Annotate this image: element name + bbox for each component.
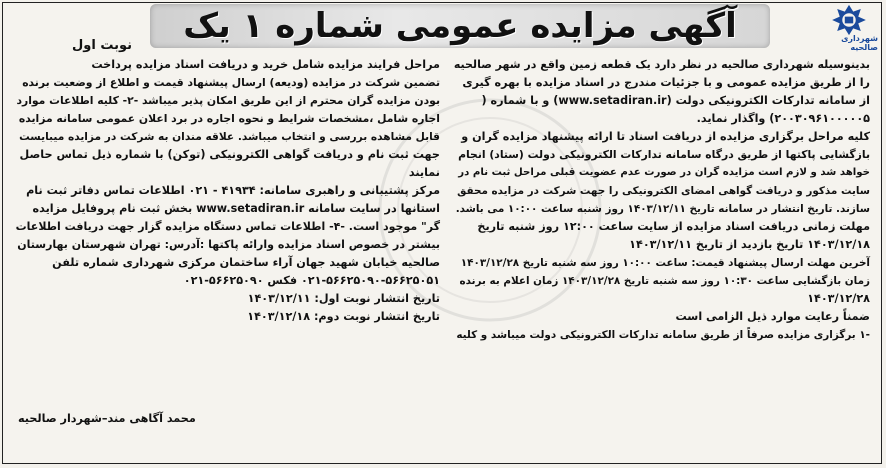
body-line: ۲۰۰۳۰۹۶۱۰۰۰۰۰۵) واگذار نماید. [696, 112, 870, 125]
body-line: تضمین شرکت در مزایده (ودیعه) ارسال پیشنهاد قیمت و اطلاع از وضعیت برنده [22, 76, 440, 89]
body-line: سایت مذکور و دریافت گواهی امضای الکترونیکی را جهت شرکت در مزایده محقق [457, 185, 870, 197]
body-line: بیشتر در خصوص اسناد مزایده وارائه پاکتها :آدرس: تهران شهرستان بهارستان [17, 238, 440, 251]
signature-line: محمد آگاهی مند–شهردار صالحیه [18, 412, 196, 425]
municipality-emblem-icon [827, 4, 871, 36]
body-line: گر" موجود است. -۴- اطلاعات تماس دستگاه مزایده گزار جهت دریافت اطلاعات [15, 220, 440, 233]
body-line: جهت ثبت نام و دریافت گواهی الکترونیکی (توکن) با شماره ذیل تماس حاصل [19, 148, 440, 161]
edition-label: نوبت اول [72, 38, 133, 53]
body-line: صالحیه خیابان شهید جهان آراء ساختمان مرکزی شهرداری شماره تلفن [52, 256, 440, 269]
body-line: اجاره شامل ،مشخصات شرایط و نحوه اجاره در برد اعلان عمومی سامانه مزایده [18, 112, 440, 125]
body-line: بازگشایی پاکتها از طریق درگاه سامانه تدارکات الکترونیکی دولت (ستاد) انجام [458, 148, 870, 161]
body-line: مهلت زمانی دریافت اسناد مزایده از سایت ساعت ۱۲:۰۰ روز شنبه تاریخ [477, 220, 870, 233]
notice-right-column [454, 56, 870, 344]
body-line: استانها در سایت سامانه www.setadiran.ir بخش ثبت نام پروفایل مزایده [32, 202, 440, 215]
body-line: خواهد شد و لازم است مزایده گران در صورت عدم عضویت قبلی مراحل ثبت نام در [458, 167, 870, 178]
body-line: آخرین مهلت ارسال پیشنهاد قیمت: ساعت ۱۰:۰۰ روز سه شنبه تاریخ ۱۴۰۳/۱۲/۲۸ [460, 257, 870, 269]
body-line: ۱۴۰۳/۱۲/۱۸ تاریخ بازدید از تاریخ ۱۴۰۳/۱۲/۱۱ [629, 238, 870, 251]
notice-left-column [16, 56, 440, 326]
body-line: مرکز پشتیبانی و راهبری سامانه: ۴۱۹۳۴ - ۰۲۱ اطلاعات تماس دفاتر ثبت نام [26, 184, 440, 197]
body-line: ۰۲۱-۵۶۶۲۵۰۹۰-۵۶۶۲۵۰۵۱ فکس ۵۶۶۲۵۰۹۰-۰۲۱ [183, 274, 440, 287]
body-line: سازند. تاریخ انتشار در سامانه تاریخ ۱۴۰۳/۱۲/۱۱ روز شنبه ساعت ۱۰:۰۰ می باشد. [455, 203, 870, 215]
logo-caption: شهرداری صالحیه [841, 34, 878, 52]
body-line: کلیه مراحل برگزاری مزایده از دریافت اسناد تا ارائه پیشنهاد مزایده گران و [461, 130, 870, 143]
body-line: از سامانه تدارکات الکترونیکی دولت (www.setadiran.ir) و با شماره ( [481, 94, 870, 107]
body-line: را از طریق مزایده عمومی و با جزئیات مندرج در اسناد مزایده با بهره گیری [462, 76, 870, 89]
body-line: بدینوسیله شهرداری صالحیه در نظر دارد یک قطعه زمین واقع در شهر صالحیه [453, 58, 870, 71]
body-line: بودن مزایده گران محترم از این طریق امکان پذیر میباشد -۲- کلیه اطلاعات موارد [16, 94, 440, 107]
body-line: تاریخ انتشار نوبت اول: ۱۴۰۳/۱۲/۱۱ [247, 292, 440, 305]
body-line: ضمناً رعایت موارد ذیل الزامی است [675, 310, 870, 323]
body-line: ۱۴۰۳/۱۲/۲۸ [807, 292, 870, 305]
body-line: -۱ برگزاری مزایده صرفاً از طریق سامانه تدارکات الکترونیکی دولت میباشد و کلیه [456, 329, 870, 341]
body-line: قابل مشاهده بررسی و انتخاب میباشد. علاقه مندان به شرکت در مزایده میبایست [19, 131, 440, 143]
body-line: زمان بازگشایی ساعت ۱۰:۳۰ روز سه شنبه تاریخ ۱۴۰۳/۱۲/۲۸ زمان اعلام به برنده [459, 275, 870, 287]
municipality-logo [820, 4, 878, 52]
body-line: مراحل فرایند مزایده شامل خرید و دریافت اسناد مزایده پرداخت [91, 58, 440, 71]
body-line: تاریخ انتشار نوبت دوم: ۱۴۰۳/۱۲/۱۸ [247, 310, 440, 323]
page-title: آگهی مزایده عمومی شماره ۱ یک [183, 6, 737, 46]
body-line: نمایند [408, 166, 440, 179]
